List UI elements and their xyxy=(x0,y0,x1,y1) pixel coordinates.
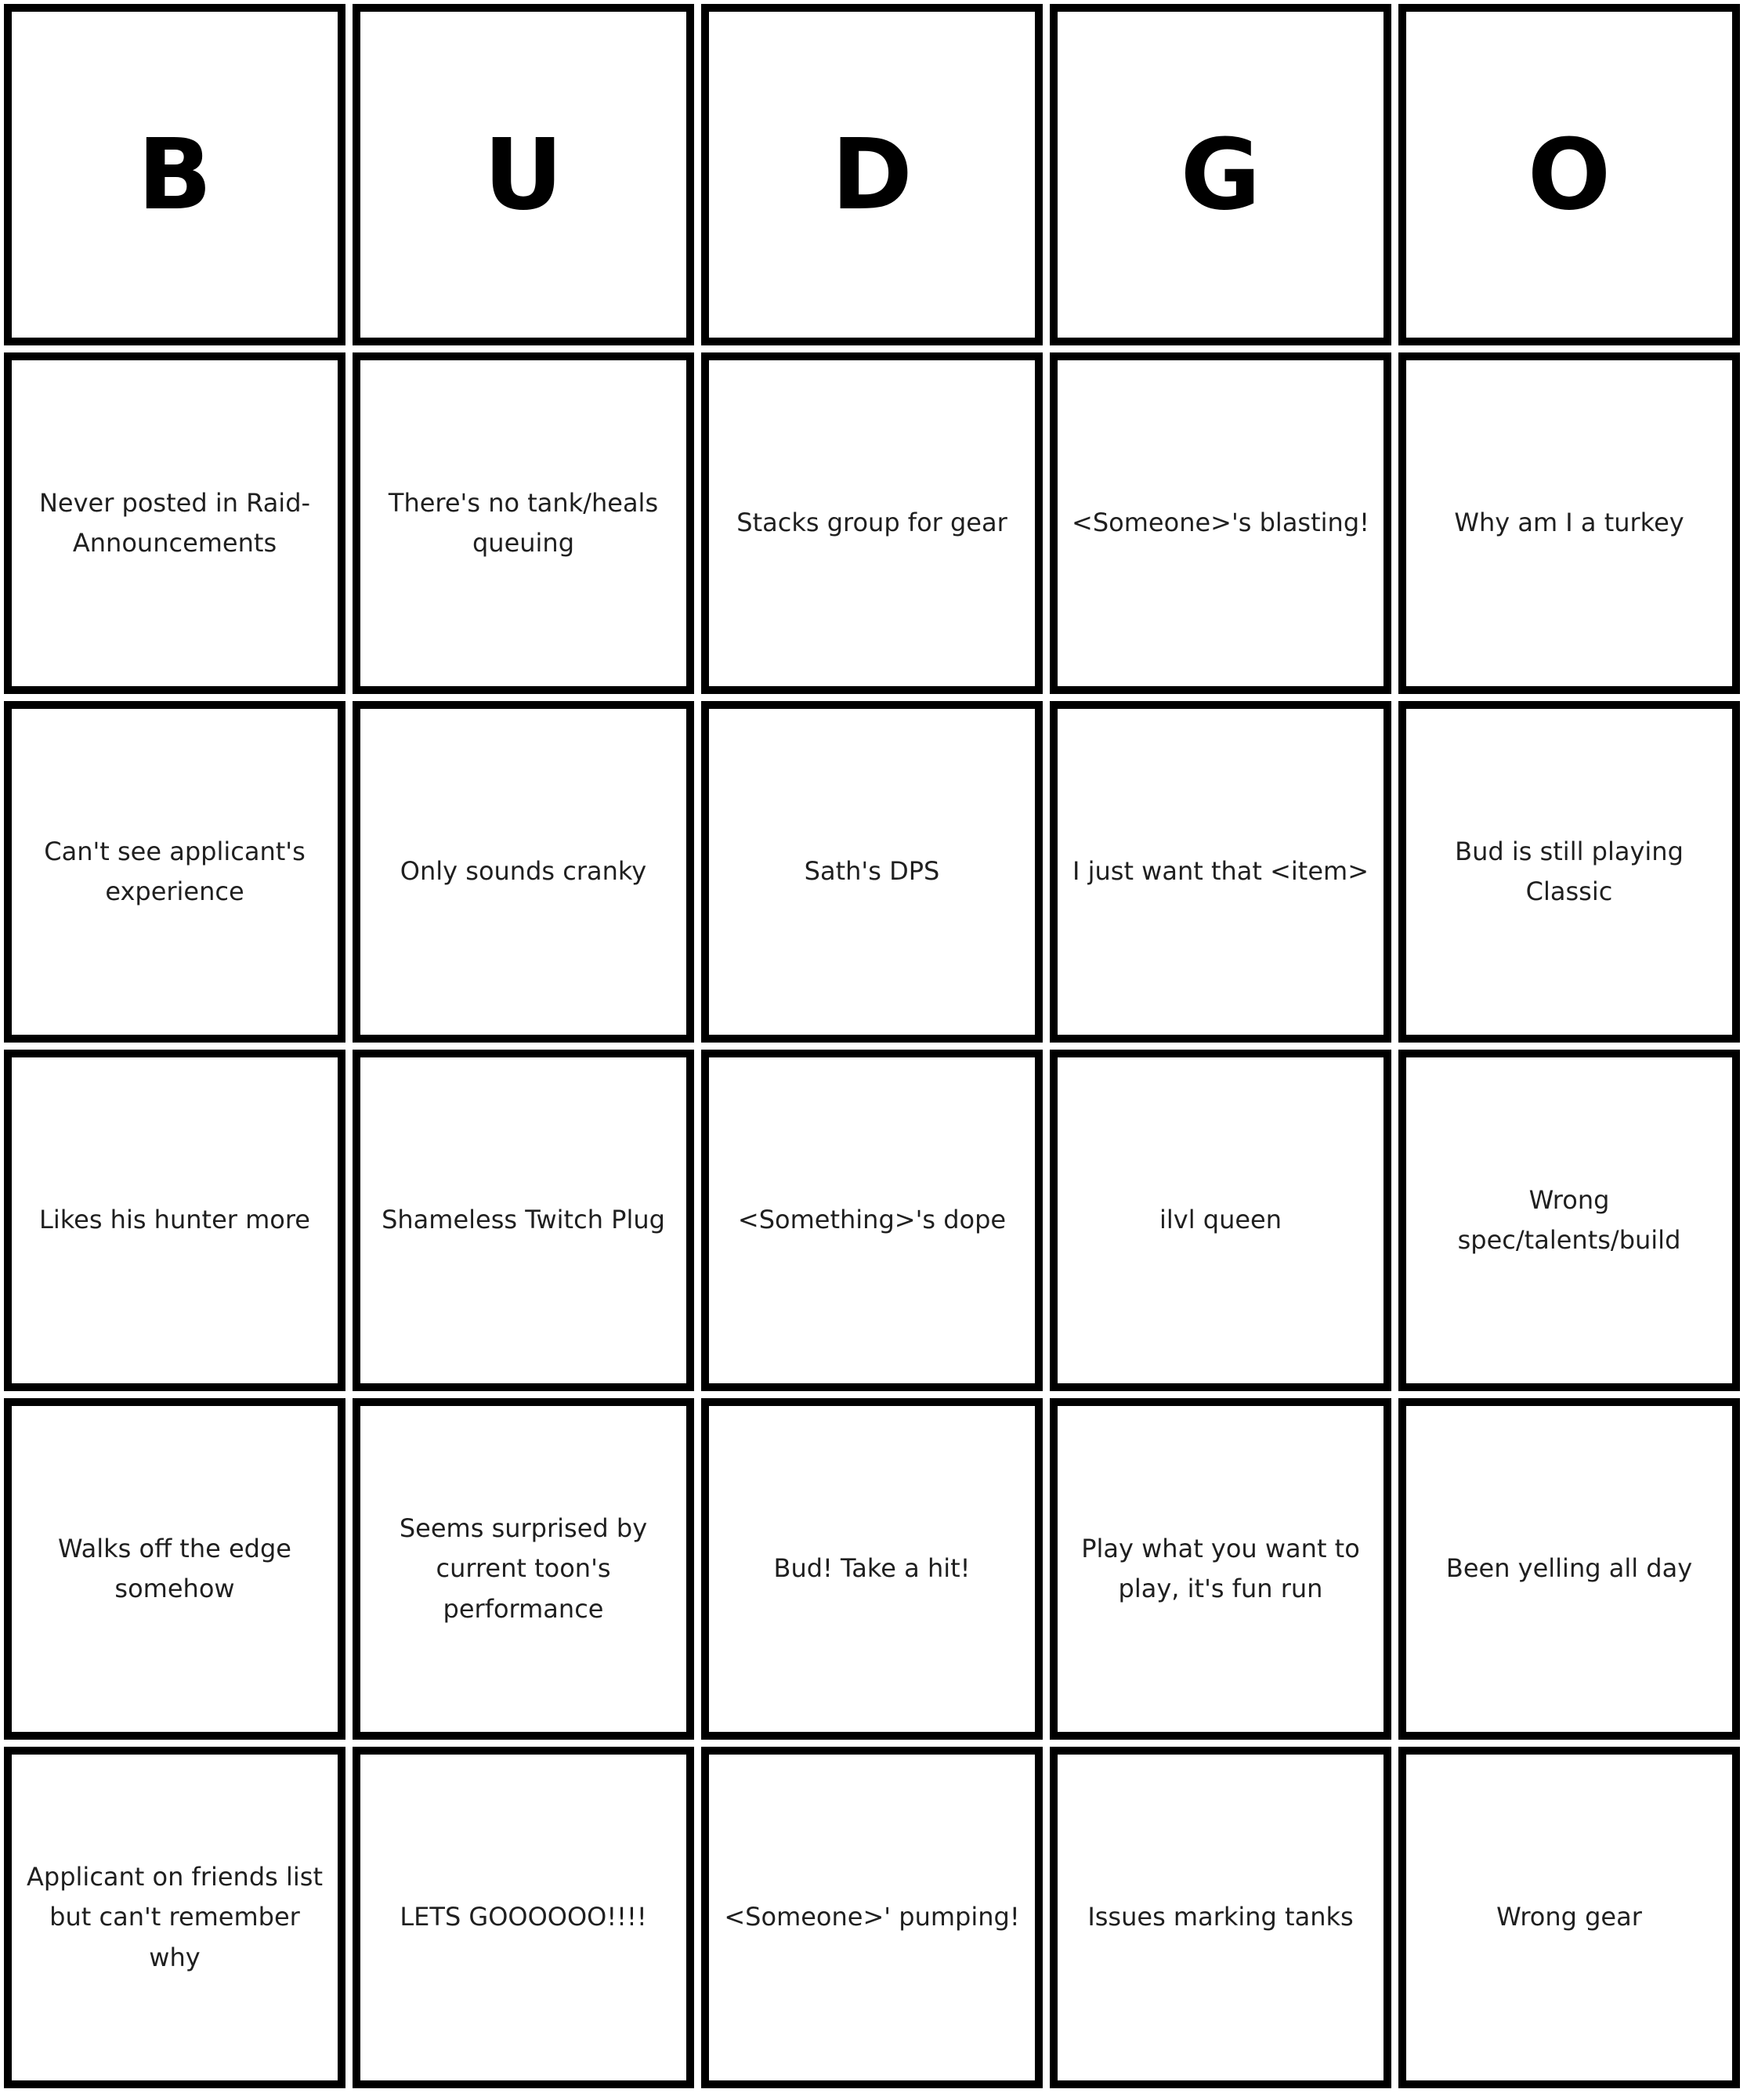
cell-text: Sath's DPS xyxy=(804,856,940,887)
cell-o-r2[interactable] xyxy=(1398,701,1740,1043)
cell-u-r2[interactable] xyxy=(353,701,694,1043)
cell-text: LETS GOOOOOO!!!! xyxy=(400,1902,647,1932)
cell-text: Wrong gear xyxy=(1496,1902,1642,1932)
cell-o-r3[interactable] xyxy=(1398,1050,1740,1391)
cell-u-r4[interactable] xyxy=(353,1398,694,1740)
cell-b-r4[interactable] xyxy=(4,1398,345,1740)
cell-text: Bud is still playing Classic xyxy=(1455,836,1684,906)
cell-text: Shameless Twitch Plug xyxy=(382,1205,665,1235)
cell-text: Wrong spec/talents/build xyxy=(1457,1184,1681,1255)
cell-text: Been yelling all day xyxy=(1445,1553,1693,1584)
cell-u-r5[interactable] xyxy=(353,1747,694,2088)
cell-o-r5[interactable] xyxy=(1398,1747,1740,2088)
cell-text: Likes his hunter more xyxy=(39,1205,310,1235)
cell-d-r4[interactable] xyxy=(701,1398,1043,1740)
cell-b-r3[interactable] xyxy=(4,1050,345,1391)
cell-d-r3[interactable] xyxy=(701,1050,1043,1391)
header-cell-g xyxy=(1050,4,1391,345)
header-cell-u xyxy=(353,4,694,345)
cell-text: ilvl queen xyxy=(1159,1205,1282,1235)
cell-text: Bud! Take a hit! xyxy=(773,1553,971,1584)
header-letter-d: D xyxy=(831,117,913,232)
cell-text: Never posted in Raid-Announcements xyxy=(38,487,311,558)
cell-o-r4[interactable] xyxy=(1398,1398,1740,1740)
cell-u-r1[interactable] xyxy=(353,352,694,694)
header-letter-g: G xyxy=(1180,117,1261,232)
cell-text: <Someone>' pumping! xyxy=(724,1902,1020,1932)
cell-text: Issues marking tanks xyxy=(1087,1902,1354,1932)
cell-b-r1[interactable] xyxy=(4,352,345,694)
cell-g-r2[interactable] xyxy=(1050,701,1391,1043)
cell-text: Play what you want to play, it's fun run xyxy=(1081,1533,1360,1603)
cell-g-r5[interactable] xyxy=(1050,1747,1391,2088)
cell-g-r1[interactable] xyxy=(1050,352,1391,694)
cell-text: I just want that <item> xyxy=(1072,856,1369,887)
cell-g-r3[interactable] xyxy=(1050,1050,1391,1391)
cell-d-r1[interactable] xyxy=(701,352,1043,694)
cell-text: <Someone>'s blasting! xyxy=(1072,508,1369,538)
cell-text: <Something>'s dope xyxy=(737,1205,1007,1235)
cell-text: Why am I a turkey xyxy=(1454,508,1684,538)
cell-text: There's no tank/heals queuing xyxy=(388,487,659,558)
cell-text: Can't see applicant's experience xyxy=(44,836,306,906)
header-letter-o: O xyxy=(1527,117,1611,232)
cell-d-r2[interactable] xyxy=(701,701,1043,1043)
header-cell-o xyxy=(1398,4,1740,345)
header-letter-u: U xyxy=(483,117,563,232)
header-cell-b xyxy=(4,4,345,345)
cell-text: Seems surprised by current toon's performance xyxy=(399,1513,648,1624)
cell-text: Walks off the edge somehow xyxy=(58,1533,291,1603)
header-cell-d xyxy=(701,4,1043,345)
cell-d-r5[interactable] xyxy=(701,1747,1043,2088)
header-letter-b: B xyxy=(137,117,212,232)
cell-text: Applicant on friends list but can't remember why xyxy=(27,1862,323,1972)
cell-g-r4[interactable] xyxy=(1050,1398,1391,1740)
cell-b-r5[interactable] xyxy=(4,1747,345,2088)
cell-u-r3[interactable] xyxy=(353,1050,694,1391)
cell-o-r1[interactable] xyxy=(1398,352,1740,694)
cell-text: Only sounds cranky xyxy=(400,856,647,887)
cell-text: Stacks group for gear xyxy=(736,508,1007,538)
cell-b-r2[interactable] xyxy=(4,701,345,1043)
